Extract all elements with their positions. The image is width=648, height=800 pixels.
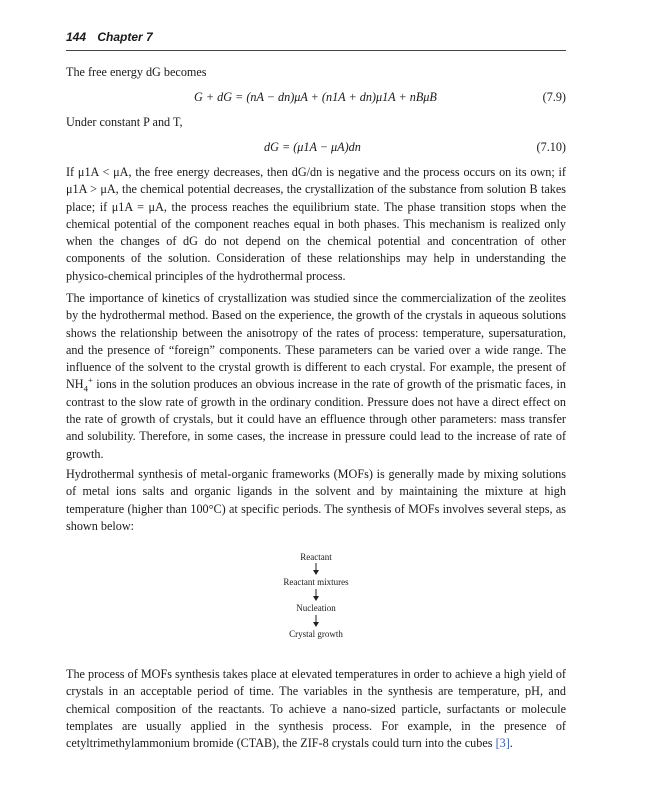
paragraph-process-end: .: [509, 736, 513, 751]
paragraph-equilibrium-rest: The phase transition stops when the chemical potential of the component reaches equal in both phases. This mechanism is realized only when the changes of dG do not depend on the chemical potential and concentration of other components of the solution. Consideration of these relationships may help in understanding the physico-chemical principles of the hydrothermal process.: [66, 199, 566, 283]
down-arrow-icon: [311, 563, 321, 575]
flow-step-reactant: Reactant: [300, 552, 332, 562]
ion-subscript: 4: [83, 383, 88, 394]
equation-7-10: [66, 140, 566, 158]
paragraph-equilibrium-case3: if μ1A = μA, the process reaches the equilibrium state.: [99, 199, 380, 214]
paragraph-process: [66, 666, 566, 752]
flow-step-crystal-growth: Crystal growth: [289, 629, 343, 639]
paragraph-mof-synthesis: Hydrothermal synthesis of metal-organic frameworks (MOFs) is generally made by mixing solutions of metal ions salts and organic ligands in the solvent and by maintaining the mixture at high temperature (higher than 100°C) at specific periods. The synthesis of MOFs involves several steps, as shown below:: [66, 467, 566, 533]
equation-7-9: [66, 90, 566, 108]
condition-line: Under constant P and T,: [66, 115, 183, 129]
flow-step-nucleation: Nucleation: [296, 603, 336, 613]
equation-7-9-number: (7.9): [542, 90, 566, 104]
chapter-title: Chapter 7: [97, 30, 153, 44]
paragraph-equilibrium: [66, 164, 566, 285]
page-number: 144: [66, 30, 87, 44]
ion-superscript: +: [88, 375, 93, 386]
equation-7-9-expression: G + dG = (nA − dn)μA + (n1A + dn)μ1A + nBμB: [194, 90, 437, 104]
equation-7-10-expression: dG = (μ1A − μA)dn: [264, 140, 361, 154]
synthesis-flow-diagram: [66, 548, 566, 648]
paragraph-equilibrium-case2: if μ1A > μA, the chemical potential decreases, the crystallization of the substance from solution B takes place;: [66, 165, 566, 214]
reference-link[interactable]: [3]: [495, 736, 510, 751]
flow-step-reactant-mixtures: Reactant mixtures: [283, 577, 349, 587]
paragraph-process-text: The process of MOFs synthesis takes place at elevated temperatures in order to achieve a high yield of crystals in an acceptable period of time. The variables in the synthesis are temperature, pH, and chemical composition of the reactants. To achieve a nano-sized particle, surfactants or molecule templates are usually applied in the synthesis process. For example, in the presence of cetyltrimethylammonium bromide (CTAB), the ZIF-8 crystals could turn into the cubes: [66, 667, 566, 751]
paragraph-kinetics-part1: The importance of kinetics of crystallization was studied since the commercialization of the zeolites by the hydrothermal method. Based on the experience, the growth of the crystals in aqueous solutions shows the relationship between the anisotropy of the rates of process: temperature, supersaturation, and the presence of “foreign” components. These parameters can be varied over a wide range. The influence of the solvent to the crystal growth is different to each crystal. For example, the present of NH: [66, 291, 566, 392]
header-rule: [66, 50, 566, 51]
paragraph-kinetics: [66, 290, 566, 463]
paragraph-equilibrium-case1: If μ1A < μA, the free energy decreases, then dG/dn is negative and the process occurs on its own;: [66, 165, 555, 179]
down-arrow-icon: [311, 615, 321, 627]
paragraph-kinetics-part2: ions in the solution produces an obvious increase in the rate of growth of the prismatic faces, in contrast to the slow rate of growth in the ordinary condition. Pressure does not have a direct effect on the rate of growth of crystals, but it could have an effluence through other parameters: mass transfer and solubility. Therefore, in some cases, the increase in pressure could lead to the increase of rate of growth.: [66, 377, 566, 461]
running-head: [66, 30, 566, 44]
equation-7-10-number: (7.10): [536, 140, 566, 154]
intro-line: The free energy dG becomes: [66, 65, 207, 79]
down-arrow-icon: [311, 589, 321, 601]
